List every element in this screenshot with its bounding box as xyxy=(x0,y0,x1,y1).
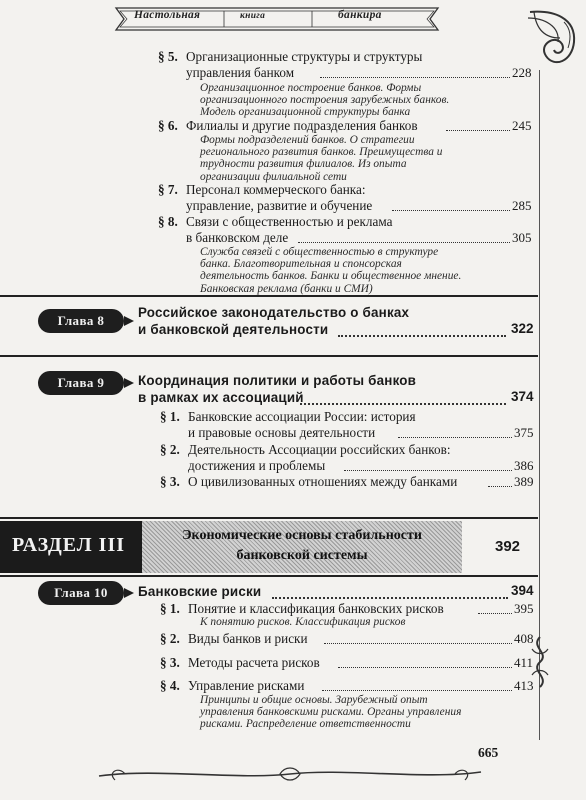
ch10-item-4-desc: Принципы и общие основы. Зарубежный опыт управления банковскими рисками. Органы управления рисками. Распределение ответственности xyxy=(200,694,462,731)
chapter-9-title-line2: в рамках их ассоциаций xyxy=(138,390,304,405)
toc-entry-5-line2: управления банком xyxy=(186,65,295,80)
ch9-item-2-line1: § 2. Деятельность Ассоциации российских банков: xyxy=(160,442,451,457)
ch9-item-1-page: 375 xyxy=(514,425,534,440)
chapter-9-badge: Глава 9 xyxy=(38,371,124,395)
leader-dots xyxy=(338,335,506,337)
leader-dots xyxy=(398,437,512,438)
divider-line xyxy=(0,295,538,297)
section-label-block xyxy=(0,521,142,573)
divider-line xyxy=(0,575,538,577)
section-page: 392 xyxy=(495,538,521,555)
leader-dots xyxy=(322,690,512,691)
ch9-item-2-page: 386 xyxy=(514,458,534,473)
header-word-1: Настольная xyxy=(134,9,201,21)
toc-entry-6-desc: Формы подразделений банков. О стратегии регионального развития банков. Преимущества и трудности развития филиалов. Из опыта организации филиальной сети xyxy=(200,134,443,183)
chapter-10-badge: Глава 10 xyxy=(38,581,124,605)
chapter-10-page: 394 xyxy=(511,583,534,598)
section-title-line1: Экономические основы стабильности xyxy=(182,528,422,543)
ch10-item-2: § 2. Виды банков и риски xyxy=(160,631,308,646)
ch9-item-1-line2: и правовые основы деятельности xyxy=(188,425,376,440)
chapter-9-page: 374 xyxy=(511,389,534,404)
toc-entry-6-line1: § 6. Филиалы и другие подразделения банков xyxy=(158,118,418,133)
ch10-item-1-desc: К понятию рисков. Классификация рисков xyxy=(200,616,406,628)
ch10-item-4: § 4. Управление рисками xyxy=(160,678,305,693)
page-number: 665 xyxy=(478,745,499,760)
ch9-item-2-line2: достижения и проблемы xyxy=(188,458,326,473)
chapter-10-title: Банковские риски xyxy=(138,584,262,599)
chapter-8-title-line1: Российское законодательство о банках xyxy=(138,305,410,320)
footer-ornament-icon xyxy=(95,762,485,786)
leader-dots xyxy=(344,470,512,471)
leader-dots xyxy=(338,667,512,668)
header-word-2: книга xyxy=(240,11,266,21)
ch9-item-1-line1: § 1. Банковские ассоциации России: история xyxy=(160,409,416,424)
leader-dots xyxy=(488,486,512,487)
leader-dots xyxy=(320,77,510,78)
toc-entry-8-page: 305 xyxy=(512,230,532,245)
toc-entry-7-line2: управление, развитие и обучение xyxy=(186,198,373,213)
section-title-line2: банковской системы xyxy=(236,548,368,563)
leader-dots xyxy=(392,210,510,211)
toc-entry-5-desc: Организационное построение банков. Формы организационного построения зарубежных банков. Модель организационной структуры банка xyxy=(200,82,450,119)
chapter-8-title-line2: и банковской деятельности xyxy=(138,322,329,337)
ch10-item-1: § 1. Понятие и классификация банковских рисков xyxy=(160,601,444,616)
ch9-item-3-page: 389 xyxy=(514,474,534,489)
toc-entry-5-line1: § 5. Организационные структуры и структуры xyxy=(158,49,423,64)
toc-entry-7-line1: § 7. Персонал коммерческого банка: xyxy=(158,182,366,197)
toc-entry-8-line1: § 8. Связи с общественностью и реклама xyxy=(158,214,393,229)
leader-dots xyxy=(300,403,506,405)
chapter-8-badge: Глава 8 xyxy=(38,309,124,333)
toc-entry-8-line2: в банковском деле xyxy=(186,230,289,245)
ch10-item-1-page: 395 xyxy=(514,601,534,616)
toc-entry-8-desc: Служба связей с общественностью в структуре банка. Благотворительная и спонсорская деятельность банков. Банки и общественное мнение. Банковская реклама (банки и СМИ) xyxy=(200,246,462,295)
leader-dots xyxy=(324,643,512,644)
toc-entry-5-page: 228 xyxy=(512,65,532,80)
ch10-item-3-page: 411 xyxy=(514,655,534,670)
section-label: РАЗДЕЛ III xyxy=(12,534,126,556)
corner-ornament-icon xyxy=(524,8,580,72)
leader-dots xyxy=(272,597,508,599)
ch9-item-3: § 3. О цивилизованных отношениях между банками xyxy=(160,474,458,489)
leader-dots xyxy=(446,130,510,131)
ch10-item-3: § 3. Методы расчета рисков xyxy=(160,655,320,670)
chapter-8-page: 322 xyxy=(511,321,534,336)
header-word-3: банкира xyxy=(338,9,382,21)
leader-dots xyxy=(478,613,512,614)
chapter-9-title-line1: Координация политики и работы банков xyxy=(138,373,417,388)
toc-entry-7-page: 285 xyxy=(512,198,532,213)
ch10-item-4-page: 413 xyxy=(514,678,534,693)
toc-entry-6-page: 245 xyxy=(512,118,532,133)
divider-line xyxy=(0,517,538,519)
section-title-block xyxy=(142,521,462,573)
leader-dots xyxy=(298,242,510,243)
section-band xyxy=(0,521,538,573)
ch10-item-2-page: 408 xyxy=(514,631,534,646)
divider-line xyxy=(0,355,538,357)
